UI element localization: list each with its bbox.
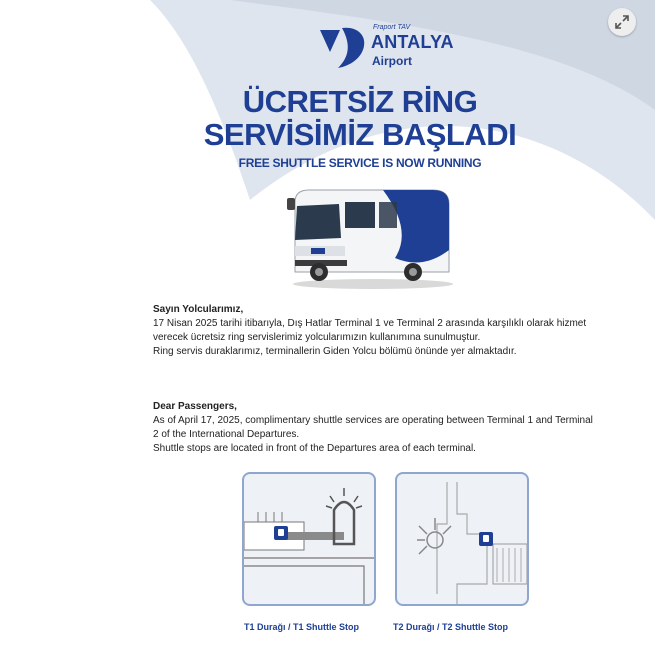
t2-caption: T2 Durağı / T2 Shuttle Stop <box>393 622 509 632</box>
bus-stop-icon <box>274 526 288 540</box>
turkish-text <box>153 303 598 359</box>
brand-fraport: Fraport TAV <box>373 24 411 31</box>
headline-english: FREE SHUTTLE SERVICE IS NOW RUNNING <box>238 156 482 170</box>
shuttle-bus-illustration <box>283 180 455 290</box>
brand-airport: Airport <box>372 54 412 68</box>
english-text <box>153 400 598 456</box>
turkish-greeting: Sayın Yolcularımız, <box>153 304 244 315</box>
english-greeting: Dear Passengers, <box>153 401 237 412</box>
english-paragraph-2: Shuttle stops are located in front of the Departures area of each terminal. <box>153 443 476 454</box>
brand-antalya: ANTALYA <box>371 32 454 52</box>
english-paragraph-1: As of April 17, 2025, complimentary shuttle services are operating between Terminal 1 and Terminal 2 of the International Departures. <box>153 415 593 440</box>
t2-stop-map <box>395 472 529 606</box>
headline-line-2: SERVİSİMİZ BAŞLADI <box>203 117 517 152</box>
t1-stop-map <box>242 472 376 606</box>
headline-line-1: ÜCRETSİZ RİNG <box>242 84 478 119</box>
turkish-paragraph-2: Ring servis duraklarımız, terminallerin Giden Yolcu bölümü önünde yer almaktadır. <box>153 346 517 357</box>
t2-map-drawing <box>397 474 527 604</box>
t1-caption: T1 Durağı / T1 Shuttle Stop <box>244 622 360 632</box>
turkish-paragraph-1: 17 Nisan 2025 tarihi itibarıyla, Dış Hatlar Terminal 1 ve Terminal 2 arasında karşılıklı olarak hizmet verecek ücretsiz ring servislerimiz yolcularımızın kullanımına sunulmuştur. <box>153 318 587 343</box>
airport-logo-mark <box>318 22 370 70</box>
expand-icon <box>615 15 629 29</box>
expand-button[interactable] <box>608 8 636 36</box>
t1-map-drawing <box>244 474 374 604</box>
airport-logo <box>318 22 468 74</box>
bus-stop-icon <box>479 532 493 546</box>
